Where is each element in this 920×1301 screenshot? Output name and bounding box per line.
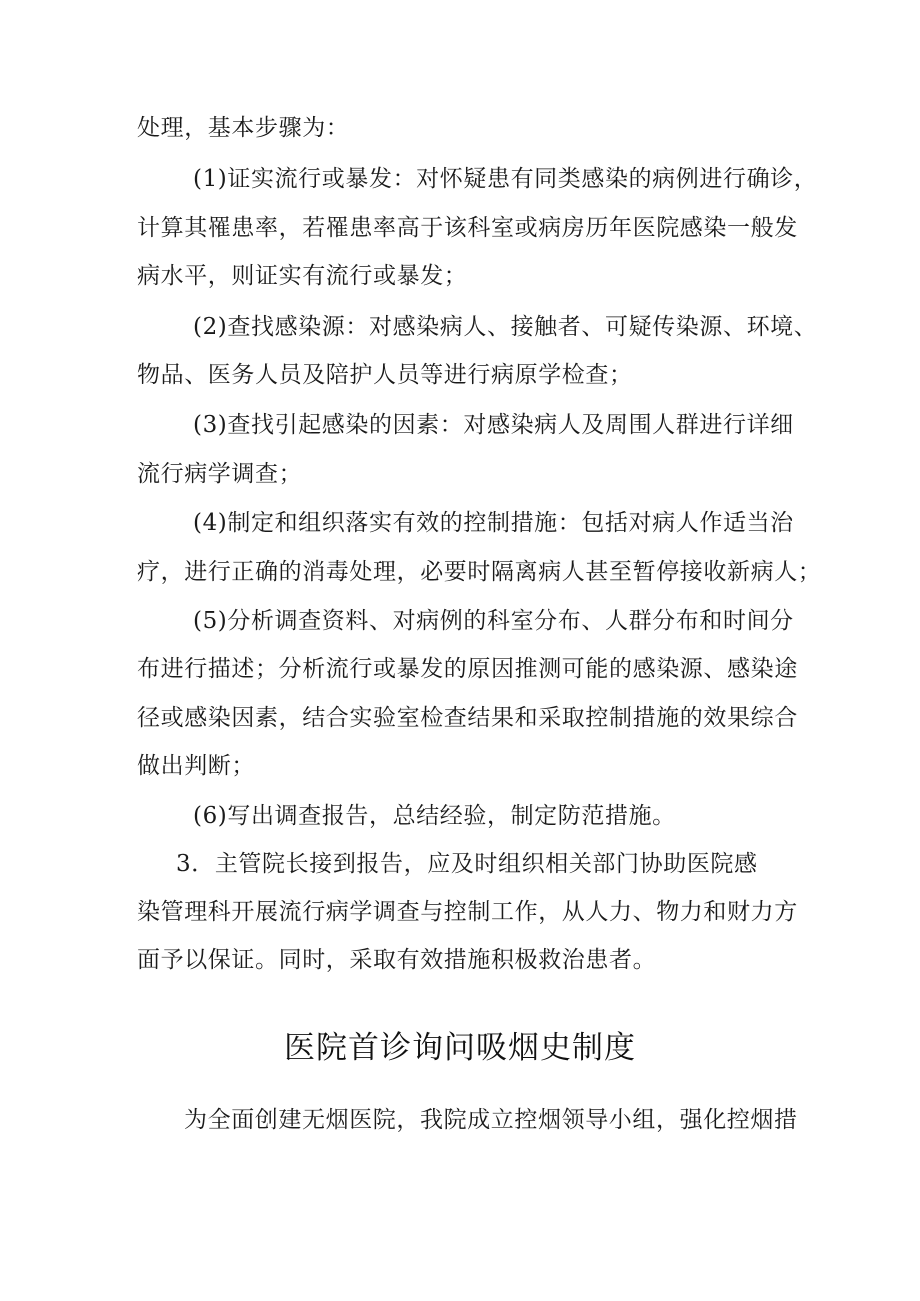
paragraph-line: 染管理科开展流行病学调查与控制工作，从人力、物力和财力方 — [137, 899, 798, 925]
paragraph-line: 处理，基本步骤为： — [137, 115, 350, 141]
paragraph-line: (4)制定和组织落实有效的控制措施：包括对病人作适当治 — [193, 510, 794, 536]
paragraph-line: 径或感染因素，结合实验室检查结果和采取控制措施的效果综合 — [137, 705, 798, 731]
paragraph-line: 病水平，则证实有流行或暴发； — [137, 263, 468, 289]
paragraph-line: 疗，进行正确的消毒处理，必要时隔离病人甚至暂停接收新病人； — [137, 559, 822, 585]
paragraph-line: (6)写出调查报告，总结经验，制定防范措施。 — [193, 803, 676, 829]
paragraph-line: 做出判断； — [137, 753, 255, 779]
paragraph-line: (3)查找引起感染的因素：对感染病人及周围人群进行详细 — [193, 412, 794, 438]
paragraph-line: 为全面创建无烟医院，我院成立控烟领导小组，强化控烟措 — [184, 1107, 798, 1133]
section-title: 医院首诊询问吸烟史制度 — [284, 1030, 636, 1066]
paragraph-line: 物品、医务人员及陪护人员等进行病原学检查； — [137, 362, 633, 388]
paragraph-line: (2)查找感染源：对感染病人、接触者、可疑传染源、环境、 — [193, 314, 818, 340]
paragraph-line: (1)证实流行或暴发：对怀疑患有同类感染的病例进行确诊， — [193, 166, 818, 192]
paragraph-line: 布进行描述；分析流行或暴发的原因推测可能的感染源、感染途 — [137, 656, 798, 682]
paragraph-line: 流行病学调查； — [137, 461, 303, 487]
paragraph-line: 3．主管院长接到报告，应及时组织相关部门协助医院感 — [176, 851, 758, 877]
paragraph-line: (5)分析调查资料、对病例的科室分布、人群分布和时间分 — [193, 608, 794, 634]
paragraph-line: 面予以保证。同时，采取有效措施积极救治患者。 — [137, 947, 657, 973]
paragraph-line: 计算其罹患率，若罹患率高于该科室或病房历年医院感染一般发 — [137, 215, 798, 241]
